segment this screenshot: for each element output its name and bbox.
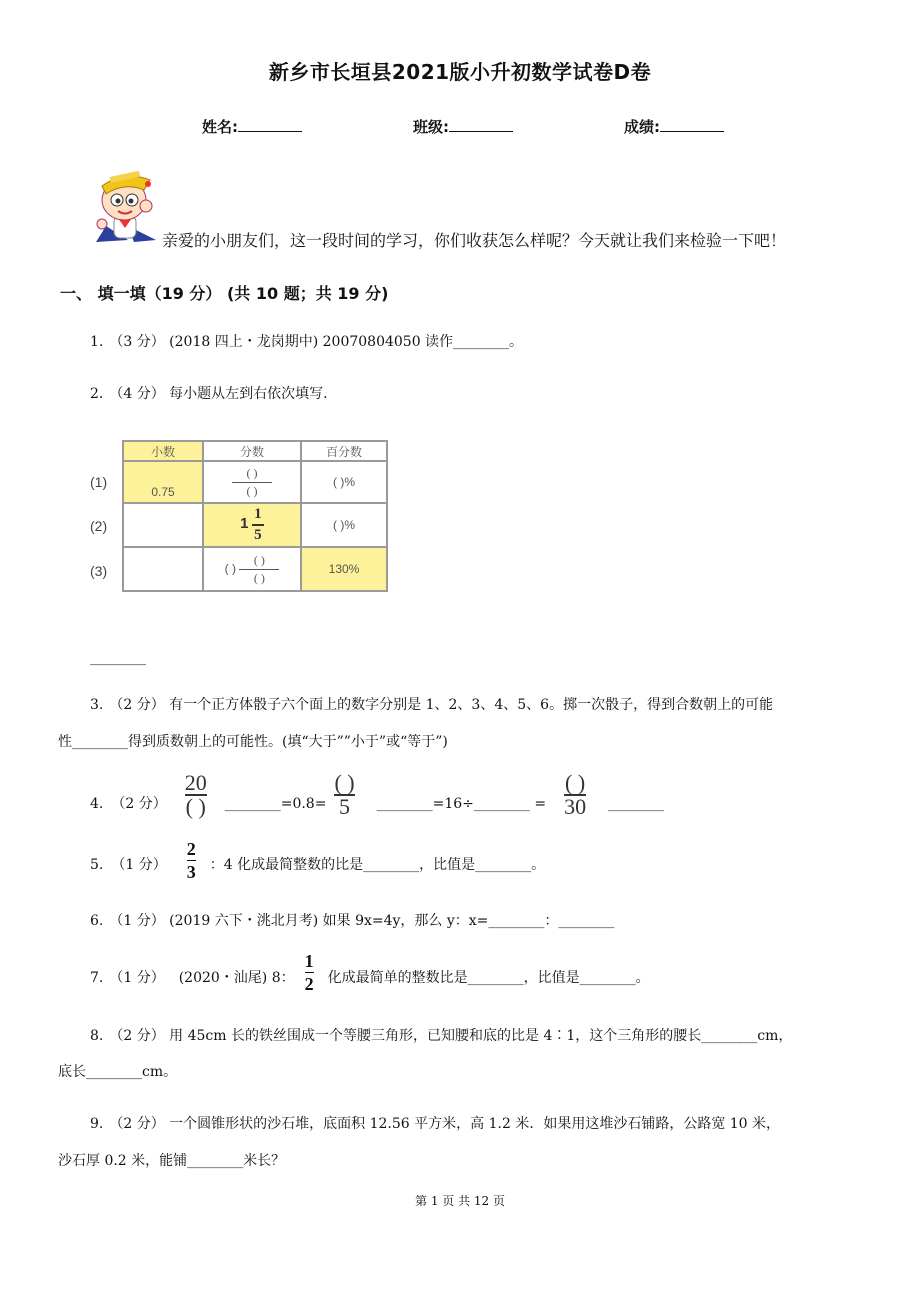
numerator[interactable]: ( )	[334, 770, 355, 795]
numerator: ( )	[253, 552, 265, 567]
class-blank[interactable]	[449, 117, 513, 132]
decimal-value: 0.75	[151, 485, 175, 499]
page-footer: 第 1 页 共 12 页	[415, 1194, 505, 1208]
score-blank[interactable]	[660, 117, 724, 132]
question-number: 5.	[90, 857, 104, 873]
question-score: （2 分）	[109, 1028, 165, 1044]
question-score: （2 分）	[109, 697, 165, 713]
question-number: 8.	[90, 1028, 104, 1044]
question-text-line1: 有一个正方体骰子六个面上的数字分别是 1、2、3、4、5、6。掷一次骰子，得到合数朝上的可能	[169, 697, 774, 713]
question-text[interactable]: (2018 四上・龙岗期中) 20070804050 读作________。	[169, 334, 524, 350]
denominator: 5	[339, 794, 351, 819]
q4-part2[interactable]: ________=16÷________ =	[376, 796, 547, 812]
fraction-one-half	[305, 951, 314, 994]
name-blank[interactable]	[238, 117, 302, 132]
question-number: 9.	[90, 1116, 104, 1132]
class-label: 班级:	[413, 118, 449, 136]
cell-decimal-1	[123, 461, 203, 503]
question-score: （4 分）	[109, 386, 165, 402]
numerator[interactable]: ( )	[565, 770, 586, 795]
header-fraction: 分数	[203, 441, 301, 461]
question-number: 1.	[90, 334, 104, 350]
name-field[interactable]	[202, 116, 302, 137]
question-score: （1 分）	[109, 970, 165, 986]
question-score: （2 分）	[109, 1116, 165, 1132]
question-text-line1[interactable]: 用 45cm 长的铁丝围成一个等腰三角形，已知腰和底的比是 4∶1，这个三角形的腰长________cm，	[169, 1028, 793, 1044]
question-text: 每小题从左到右依次填写.	[169, 386, 328, 402]
section-heading: 一、 填一填（19 分） (共 10 题；共 19 分)	[60, 284, 389, 303]
fraction-bar	[239, 569, 279, 570]
fraction-20-over-blank	[184, 770, 207, 819]
question-1	[90, 332, 523, 352]
question-number: 3.	[90, 697, 104, 713]
numerator: 20	[184, 770, 207, 795]
question-3	[90, 695, 773, 715]
question-7	[90, 950, 650, 1002]
cell-percent-3: 130%	[301, 547, 387, 591]
q4-part3[interactable]: ________	[608, 796, 665, 812]
denominator: 2	[304, 973, 314, 994]
question-number: 7.	[90, 970, 104, 986]
greeting-text: 亲爱的小朋友们，这一段时间的学习，你们收获怎么样呢？今天就让我们来检验一下吧！	[162, 231, 787, 250]
row-label-1: (1)	[90, 474, 108, 490]
fraction-bar	[187, 860, 196, 861]
cell-decimal-2[interactable]	[123, 503, 203, 547]
question-score: （1 分）	[109, 913, 165, 929]
question-score: （1 分）	[111, 857, 167, 873]
fraction-bar	[232, 482, 272, 483]
fraction-table	[122, 440, 388, 592]
cell-decimal-3[interactable]	[123, 547, 203, 591]
fraction	[239, 553, 279, 586]
cell-fraction-1[interactable]	[203, 461, 301, 503]
cell-percent-1[interactable]: ( )%	[301, 461, 387, 503]
score-label: 成绩:	[624, 118, 660, 136]
header-decimal: 小数	[123, 441, 203, 461]
page-title: 新乡市长垣县2021版小升初数学试卷D卷	[268, 60, 652, 84]
numerator: 1	[304, 950, 314, 971]
row-label-3: (3)	[90, 563, 108, 579]
question-text[interactable]: 化成最简单的整数比是________，比值是________。	[327, 970, 650, 986]
question-9	[90, 1114, 780, 1134]
mascot-icon	[88, 166, 168, 244]
class-field[interactable]	[413, 116, 513, 137]
fraction-blank-over-30	[564, 770, 587, 819]
fraction-bar	[305, 972, 314, 973]
denominator[interactable]: ( )	[185, 794, 206, 819]
q4-part1[interactable]: ________=0.8=	[224, 796, 327, 812]
cell-percent-2[interactable]: ( )%	[301, 503, 387, 547]
mixed-whole: ( )	[224, 561, 236, 576]
fraction	[252, 506, 264, 544]
fraction-two-thirds	[187, 839, 196, 882]
question-number: 2.	[90, 386, 104, 402]
question-8-line2[interactable]: 底长________cm。	[58, 1064, 178, 1080]
question-3-line2[interactable]: 性________得到质数朝上的可能性。(填“大于””小于”或“等于”)	[58, 734, 448, 750]
question-5	[90, 838, 546, 888]
question-text[interactable]: ：4 化成最简整数的比是________，比值是________。	[209, 857, 546, 873]
cell-fraction-3[interactable]	[203, 547, 301, 591]
question-number: 6.	[90, 913, 104, 929]
row-label-2: (2)	[90, 518, 108, 534]
question-4	[90, 770, 665, 832]
name-label: 姓名:	[202, 118, 238, 136]
numerator: 2	[186, 838, 196, 859]
mixed-whole: 1	[240, 515, 249, 533]
cell-fraction-2	[203, 503, 301, 547]
question-9-line2[interactable]: 沙石厚 0.2 米，能铺________米长？	[58, 1153, 286, 1169]
question-2	[90, 384, 328, 404]
question-8	[90, 1026, 792, 1046]
fraction	[232, 466, 272, 499]
score-field[interactable]	[624, 116, 724, 137]
question-prefix: (2020・汕尾) 8：	[178, 970, 295, 986]
denominator: ( )	[253, 570, 265, 585]
denominator: 5	[254, 527, 262, 543]
fraction-bar	[252, 524, 264, 526]
q2-answer-blank[interactable]: ________	[90, 650, 146, 666]
fraction-blank-over-5	[334, 770, 355, 819]
header-percent: 百分数	[301, 441, 387, 461]
numerator: 1	[254, 506, 262, 522]
question-number: 4.	[90, 796, 104, 812]
question-score: （2 分）	[111, 796, 167, 812]
question-6	[90, 911, 614, 931]
denominator: ( )	[246, 483, 258, 498]
denominator: 30	[564, 794, 587, 819]
question-text[interactable]: (2019 六下・洮北月考) 如果 9x=4y，那么 y：x=________：________	[169, 913, 615, 929]
denominator: 3	[186, 861, 196, 882]
question-text-line1: 一个圆锥形状的沙石堆，底面积 12.56 平方米，高 1.2 米．如果用这堆沙石铺路，公路宽 10 米，	[169, 1116, 781, 1132]
numerator: ( )	[246, 465, 258, 480]
question-score: （3 分）	[109, 334, 165, 350]
